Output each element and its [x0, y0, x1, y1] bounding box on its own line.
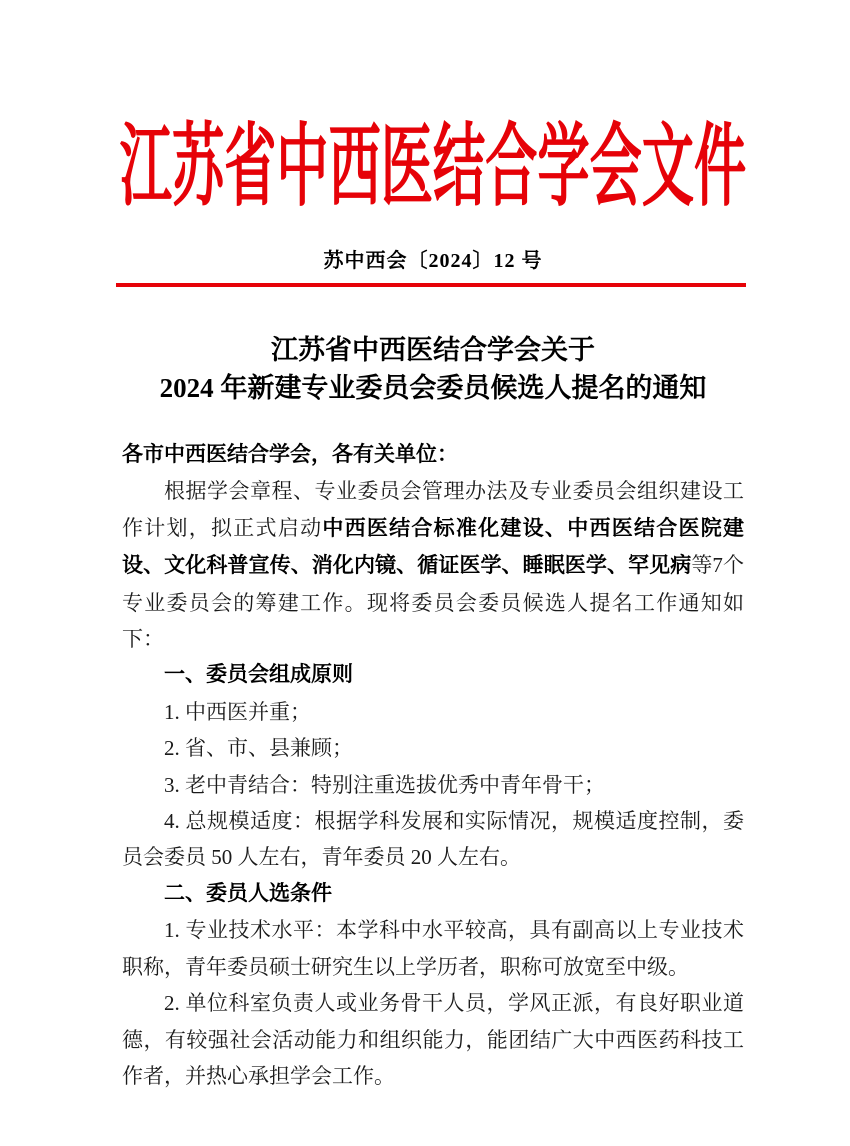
section2-item-2: 2. 单位科室负责人或业务骨干人员，学风正派，有良好职业道德，有较强社会活动能力和组织能力，能团结广大中西医药科技工作者，并热心承担学会工作。: [122, 991, 744, 1088]
intro-run-2-bold: 中西医结合标准化建设、中西医结合医院建设、文化科普宣传、消化内镜、循证医学、睡眠医学、罕见病: [122, 516, 745, 578]
intro-run-1: 根据学会章程、专业委员会管理办法及专业委员会组织建设工作计划，拟正式启动: [122, 479, 744, 540]
salutation: 各市中西医结合学会，各有关单位：: [122, 443, 458, 466]
letterhead-banner-text: 江苏省中西医结合学会文件: [119, 118, 747, 217]
red-separator-rule: [116, 283, 746, 287]
intro-run-3: 等7个专业委员会的筹建工作。现将委员会委员候选人提名工作通知如下：: [122, 553, 745, 652]
document-body: [122, 437, 744, 1094]
intro-paragraph: [122, 473, 744, 657]
section2-item-1: 1. 专业技术水平：本学科中水平较高，具有副高以上专业技术职称，青年委员硕士研究生以上学历者，职称可放宽至中级。: [122, 918, 744, 979]
document-title-line1: 江苏省中西医结合学会关于: [271, 335, 595, 365]
document-title: [110, 331, 756, 407]
section2-heading: 二、委员人选条件: [164, 881, 332, 905]
section1-item-3: 3. 老中青结合：特别注重选拔优秀中青年骨干；: [164, 772, 605, 797]
letterhead-banner: [119, 118, 747, 217]
section1-item-1: 1. 中西医并重；: [164, 699, 311, 724]
section1-item-4: 4. 总规模适度：根据学科发展和实际情况，规模适度控制，委员会委员 50 人左右，青年委员 20 人左右。: [122, 809, 744, 870]
section1-item-2: 2. 省、市、县兼顾；: [164, 736, 353, 761]
section1-heading: 一、委员会组成原则: [164, 663, 353, 687]
document-number: 苏中西会〔2024〕12 号: [323, 250, 543, 272]
document-title-line2: 2024 年新建专业委员会委员候选人提名的通知: [159, 373, 707, 403]
